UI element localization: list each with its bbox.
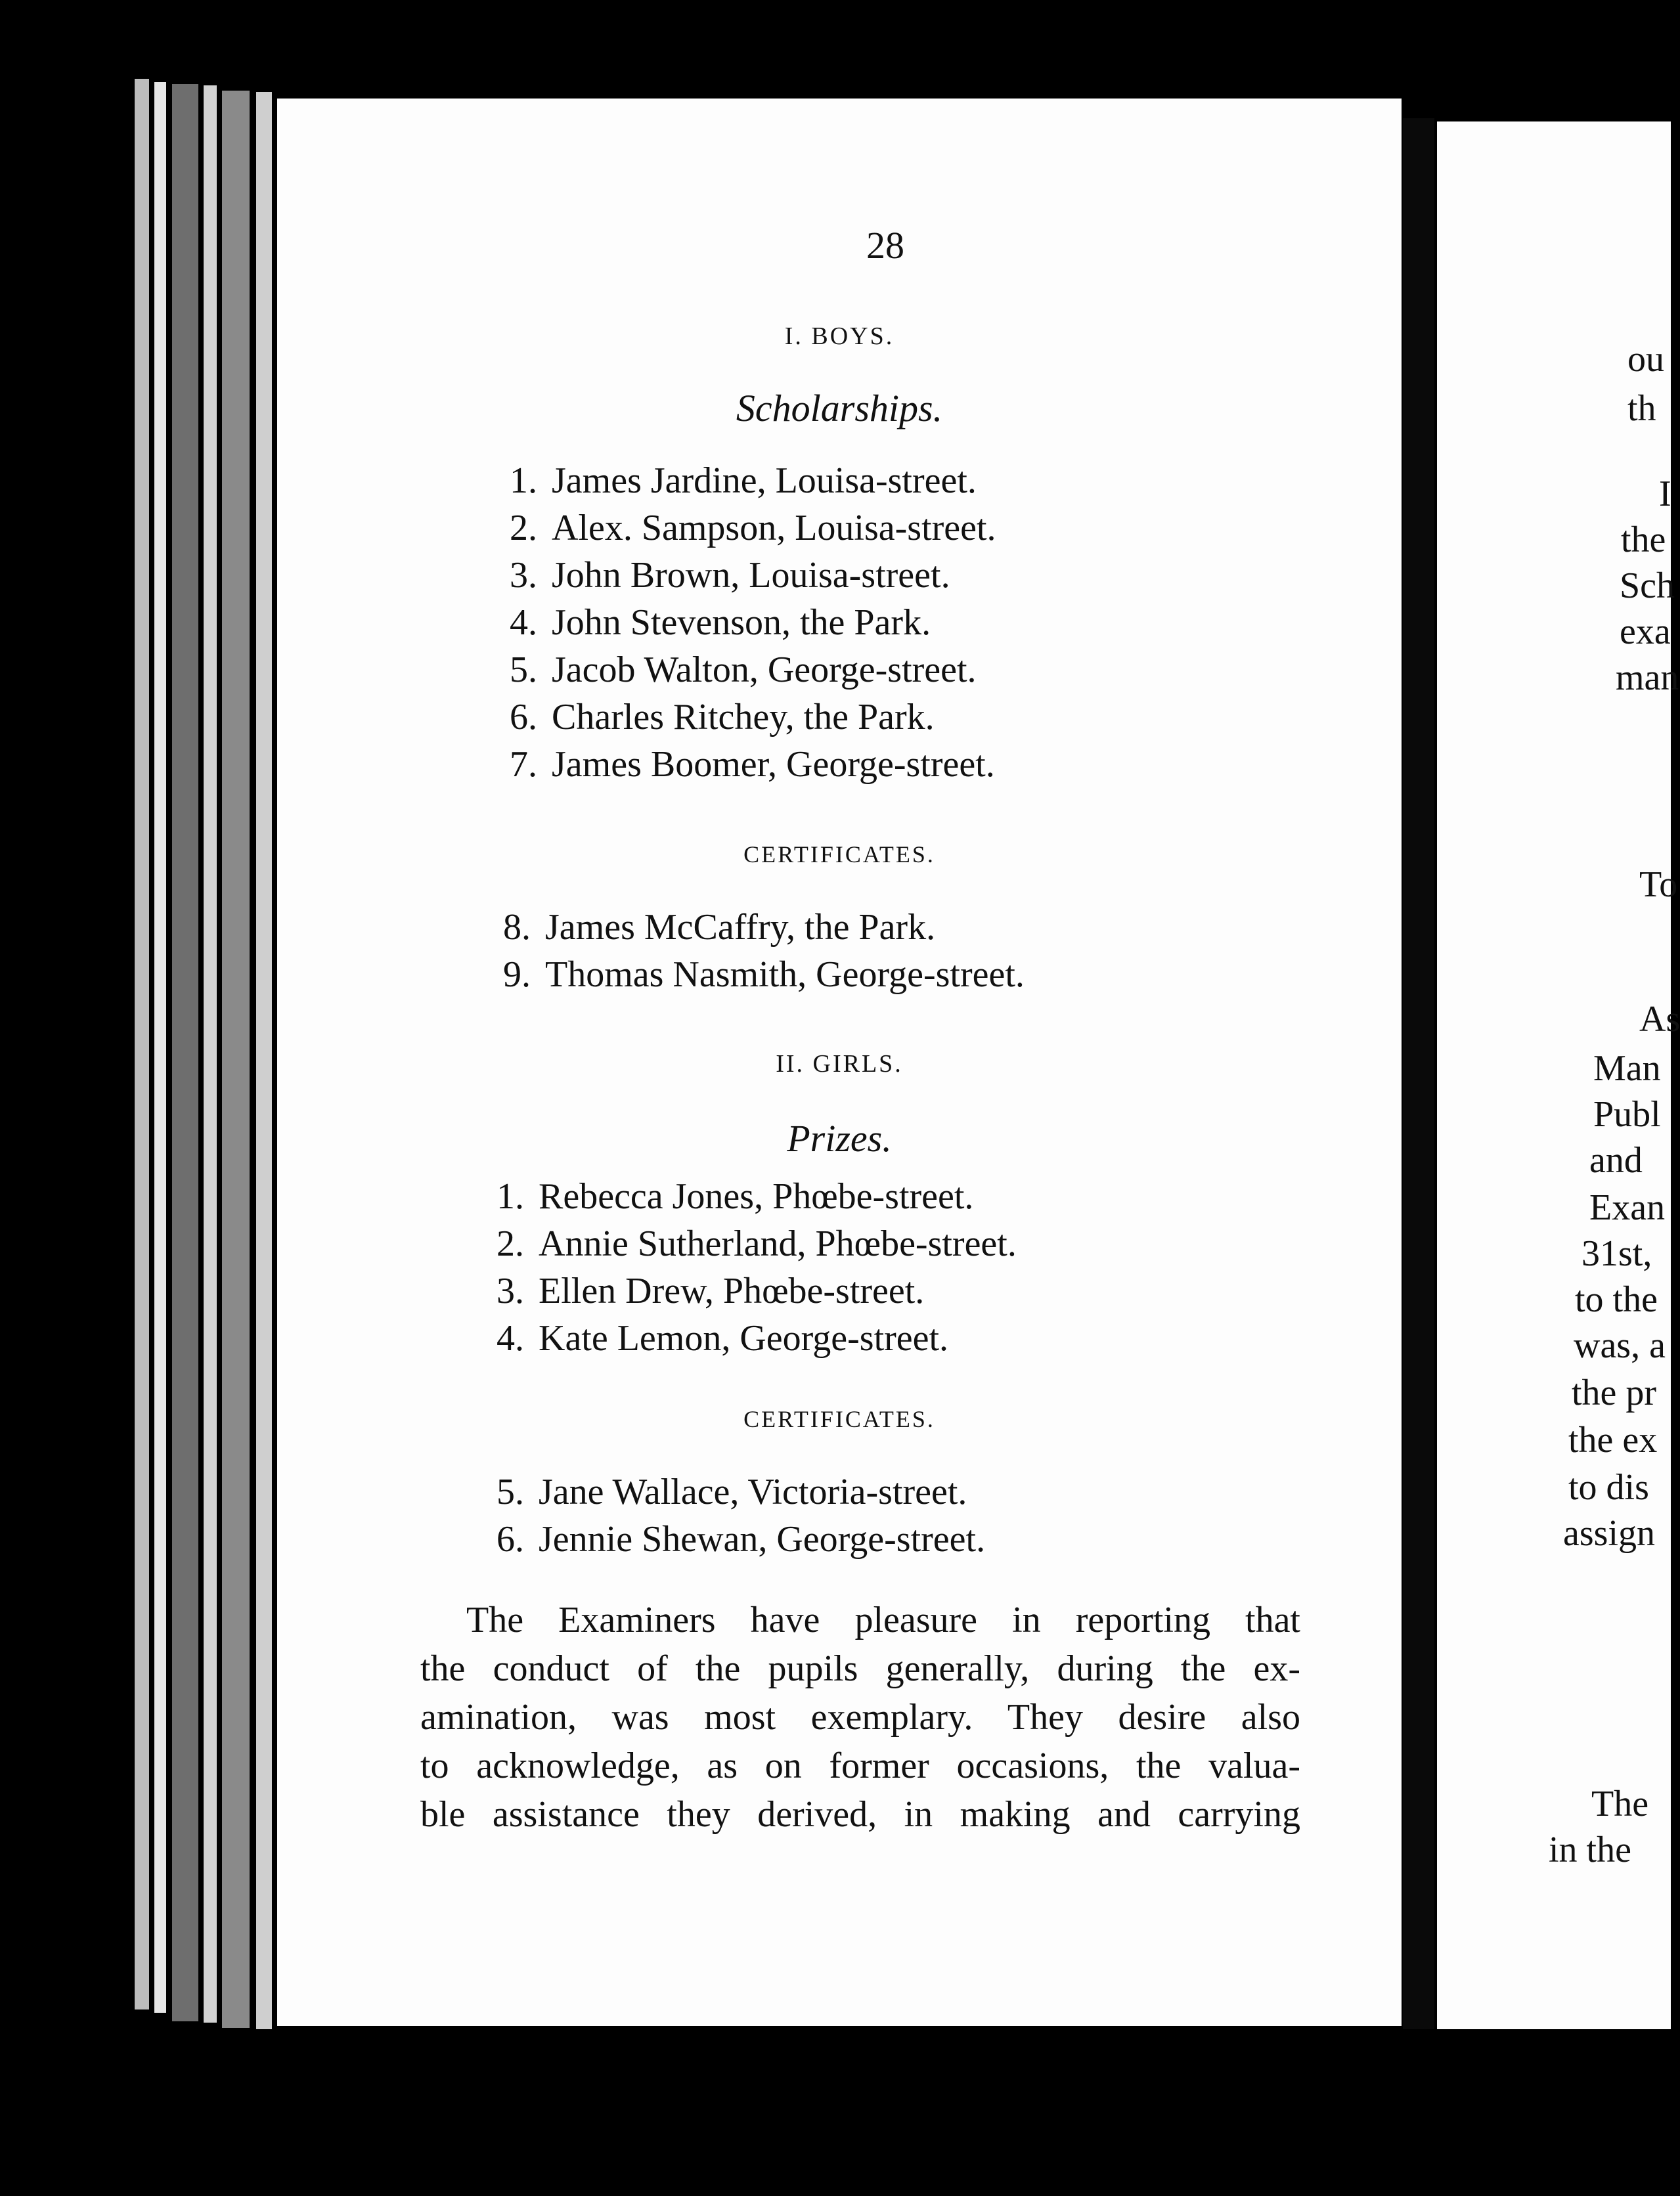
- right-page-fragment: th: [1627, 388, 1656, 429]
- right-page-fragment: man: [1616, 657, 1679, 698]
- page-edge: [135, 79, 149, 2009]
- right-page-fragment: As: [1639, 999, 1680, 1040]
- right-page-fragment: Publ: [1593, 1094, 1661, 1135]
- paragraph-line: The Examiners have pleasure in reporting that: [466, 1600, 1300, 1640]
- subheading-prizes: Prizes.: [787, 1117, 892, 1160]
- list-item: 7. James Boomer, George-street.: [510, 744, 995, 785]
- list-item: 1. James Jardine, Louisa-street.: [510, 460, 977, 501]
- right-page: [1437, 121, 1680, 2029]
- paragraph-line: ble assistance they derived, in making and carrying: [420, 1794, 1300, 1835]
- right-page-fragment: and: [1589, 1140, 1643, 1181]
- right-page-fragment: assign: [1563, 1513, 1655, 1554]
- subheading-certificates-boys: CERTIFICATES.: [743, 841, 935, 867]
- right-page-fragment: Exan: [1589, 1187, 1666, 1228]
- list-item: 4. John Stevenson, the Park.: [510, 602, 931, 643]
- page-number: 28: [866, 224, 904, 267]
- list-item: 4. Kate Lemon, George-street.: [497, 1318, 949, 1359]
- right-page-fragment: was, a: [1574, 1325, 1666, 1366]
- page-edge: [204, 85, 217, 2023]
- list-item: 3. John Brown, Louisa-street.: [510, 555, 950, 596]
- right-page-fragment: To: [1639, 864, 1678, 905]
- book-gutter: [1403, 118, 1434, 2029]
- right-page-fragment: The: [1591, 1784, 1649, 1824]
- list-item: 6. Charles Ritchey, the Park.: [510, 697, 935, 737]
- page-edge: [256, 92, 272, 2029]
- paragraph-line: the conduct of the pupils generally, during the ex-: [420, 1648, 1300, 1689]
- subheading-scholarships: Scholarships.: [736, 387, 943, 429]
- section-heading-girls: II. GIRLS.: [776, 1050, 903, 1078]
- list-item: 2. Alex. Sampson, Louisa-street.: [510, 508, 996, 548]
- right-page-fragment: ou: [1627, 339, 1664, 380]
- list-item: 3. Ellen Drew, Phœbe-street.: [497, 1271, 925, 1311]
- right-page-fragment: in the: [1549, 1830, 1631, 1870]
- page-edge: [222, 91, 250, 2028]
- right-page-fragment: Sch: [1620, 565, 1675, 606]
- list-item: 8. James McCaffry, the Park.: [503, 907, 936, 948]
- list-item: 2. Annie Sutherland, Phœbe-street.: [497, 1223, 1017, 1264]
- page-edge: [172, 84, 198, 2021]
- section-heading-boys: I. BOYS.: [784, 322, 895, 350]
- right-page-fragment: to the: [1575, 1279, 1658, 1320]
- list-item: 6. Jennie Shewan, George-street.: [497, 1519, 986, 1560]
- list-item: 9. Thomas Nasmith, George-street.: [503, 954, 1025, 995]
- subheading-certificates-girls: CERTIFICATES.: [743, 1406, 935, 1432]
- list-item: 1. Rebecca Jones, Phœbe-street.: [497, 1176, 974, 1217]
- right-page-fragment: the pr: [1572, 1372, 1657, 1413]
- right-page-fragment: to dis: [1568, 1467, 1649, 1508]
- page-edge: [154, 82, 166, 2013]
- paragraph-line: amination, was most exemplary. They desire also: [420, 1697, 1300, 1738]
- right-page-fragment: 31st,: [1581, 1233, 1652, 1274]
- right-page-fragment: exa: [1620, 611, 1671, 652]
- examiners-paragraph: [420, 1596, 1300, 1839]
- list-item: 5. Jane Wallace, Victoria-street.: [497, 1472, 967, 1512]
- list-item: 5. Jacob Walton, George-street.: [510, 649, 977, 690]
- right-page-fragment: I: [1659, 473, 1671, 514]
- right-page-fragment: the: [1621, 519, 1666, 560]
- paragraph-line: to acknowledge, as on former occasions, the valua-: [420, 1746, 1300, 1786]
- right-page-fragment: Man: [1593, 1048, 1661, 1089]
- right-page-fragment: the ex: [1568, 1420, 1658, 1460]
